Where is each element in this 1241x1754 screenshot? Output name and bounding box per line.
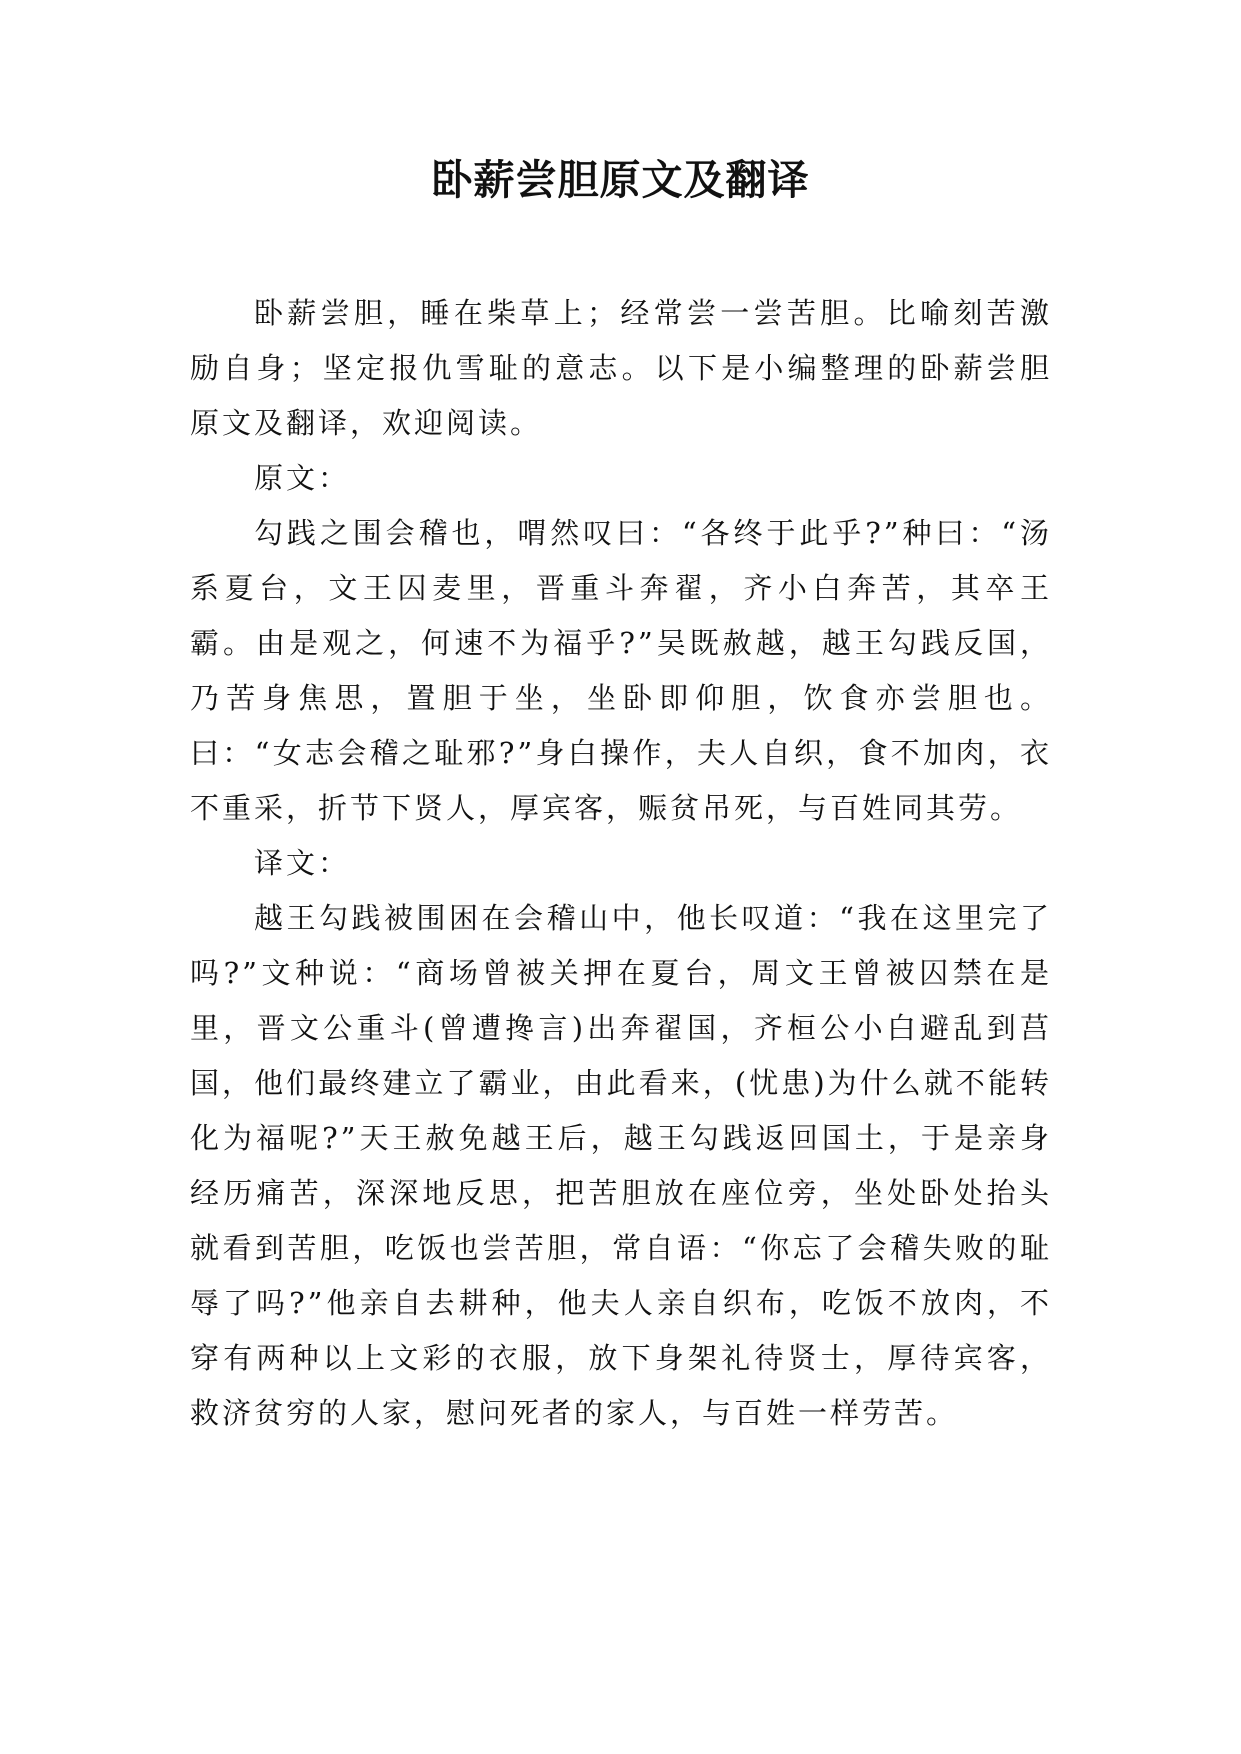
- original-text-paragraph: 勾践之围会稽也，喟然叹曰：“各终于此乎?”种曰：“汤系夏台，文王囚麦里，晋重斗奔翟，齐小白奔苦，其卒王霸。由是观之，何速不为福乎?”吴既赦越，越王勾践反国，乃苦身焦思，置胆于坐，坐卧即仰胆，饮食亦尝胆也。曰：“女志会稽之耻邪?”身白操作，夫人自织，食不加肉，衣不重采，折节下贤人，厚宾客，赈贫吊死，与百姓同其劳。: [190, 516, 1052, 825]
- intro-paragraph: 卧薪尝胆，睡在柴草上；经常尝一尝苦胆。比喻刻苦激励自身；坚定报仇雪耻的意志。以下是小编整理的卧薪尝胆原文及翻译，欢迎阅读。: [190, 296, 1052, 440]
- translation-heading: 译文：: [254, 846, 351, 880]
- translation-paragraph: 越王勾践被围困在会稽山中，他长叹道：“我在这里完了吗?”文种说：“商场曾被关押在夏台，周文王曾被囚禁在是里，晋文公重斗(曾遭搀言)出奔翟国，齐桓公小白避乱到莒国，他们最终建立了霸业，由此看来，(忧患)为什么就不能转化为福呢?”天王赦免越王后，越王勾践返回国土，于是亲身经历痛苦，深深地反思，把苦胆放在座位旁，坐处卧处抬头就看到苦胆，吃饭也尝苦胆，常自语：“你忘了会稽失败的耻辱了吗?”他亲自去耕种，他夫人亲自织布，吃饭不放肉，不穿有两种以上文彩的衣服，放下身架礼待贤士，厚待宾客，救济贫穷的人家，慰问死者的家人，与百姓一样劳苦。: [190, 901, 1052, 1430]
- document-body: [190, 286, 1052, 1441]
- document-title: 卧薪尝胆原文及翻译: [431, 156, 810, 204]
- original-text-heading: 原文：: [254, 461, 351, 495]
